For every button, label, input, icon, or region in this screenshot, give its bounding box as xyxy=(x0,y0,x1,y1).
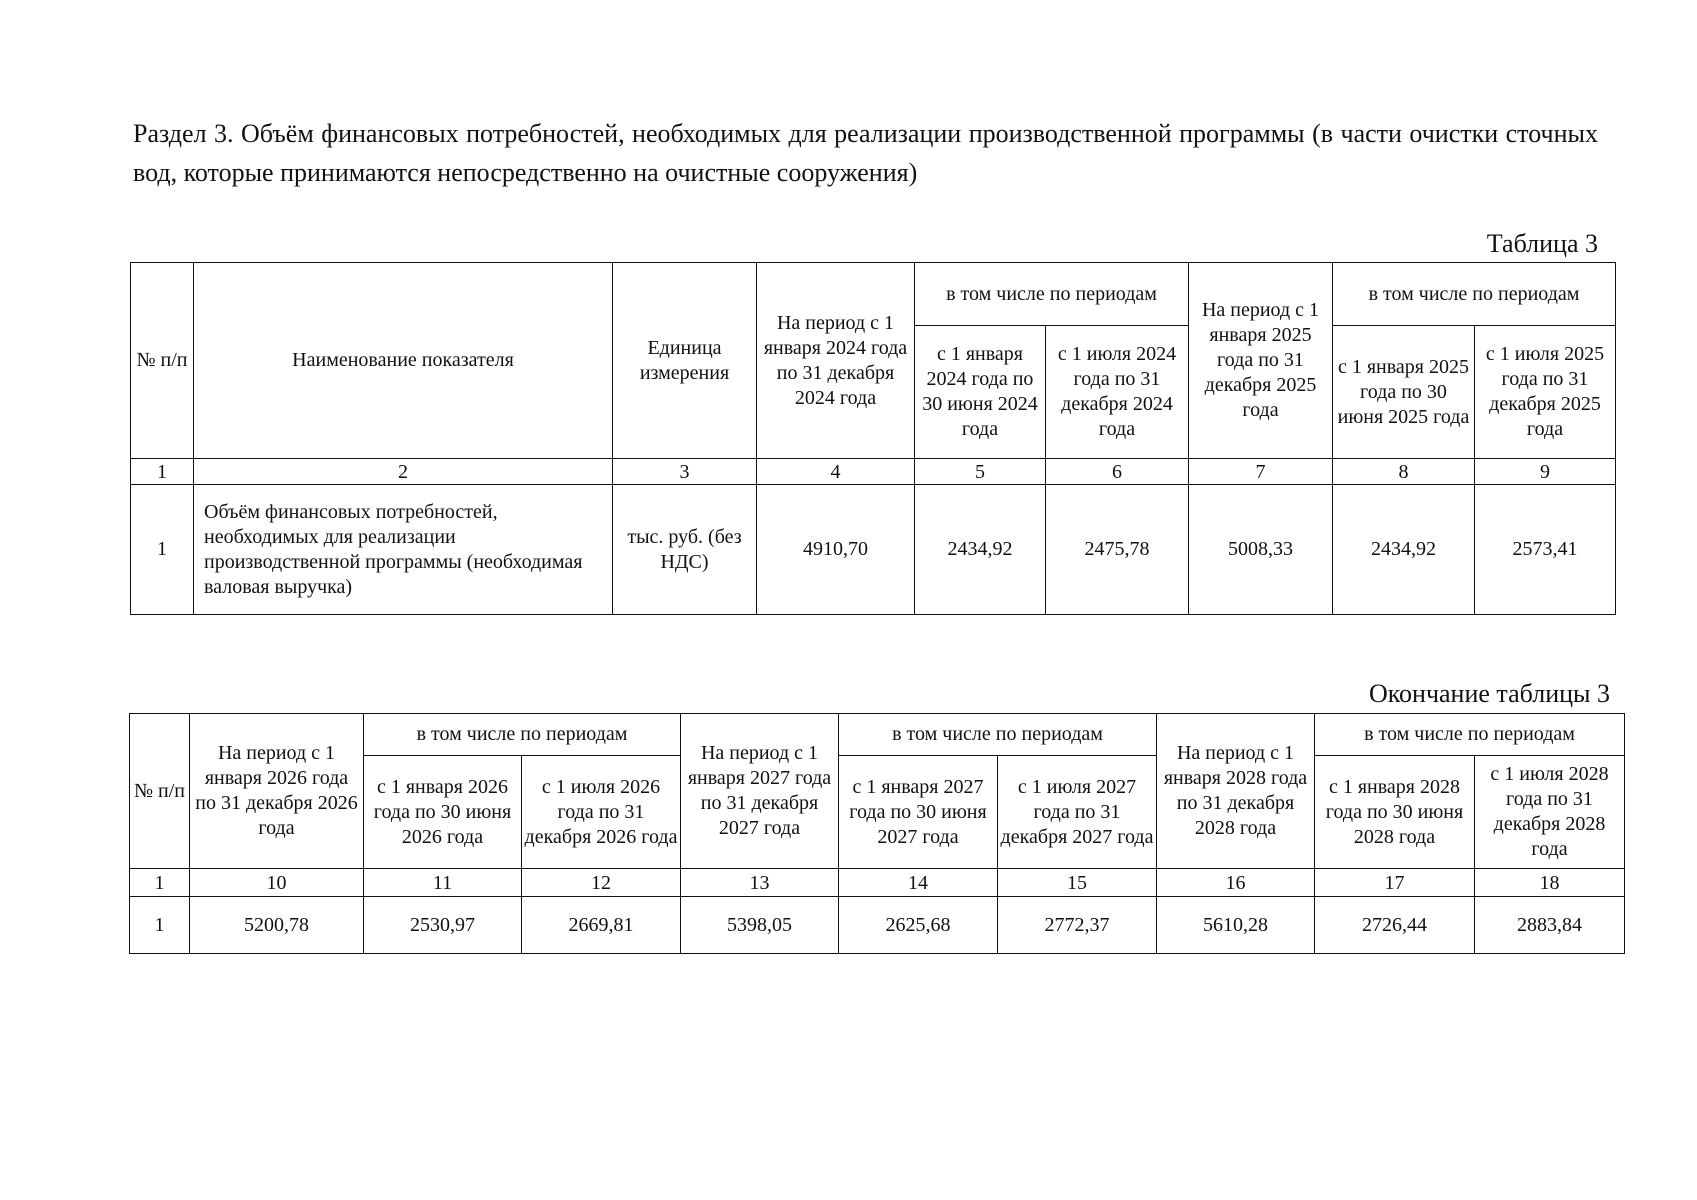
table-caption: Таблица 3 xyxy=(1486,229,1598,258)
column-number: 18 xyxy=(1475,869,1625,897)
header-2026-h2: с 1 июля 2026 года по 31 декабря 2026 года xyxy=(522,756,681,869)
header-2028-h1: с 1 января 2028 года по 30 июня 2028 года xyxy=(1315,756,1475,869)
row-num: 1 xyxy=(130,897,190,954)
column-number: 12 xyxy=(522,869,681,897)
table-row xyxy=(131,485,1616,615)
value-cell: 4910,70 xyxy=(757,485,915,615)
column-number: 4 xyxy=(757,459,915,485)
column-number: 13 xyxy=(681,869,839,897)
value-cell: 5610,28 xyxy=(1157,897,1315,954)
value-cell: 2883,84 xyxy=(1475,897,1625,954)
header-2024-h1: с 1 января 2024 года по 30 июня 2024 года xyxy=(915,326,1046,459)
header-including-periods: в том числе по периодам xyxy=(1315,714,1625,756)
header-including-periods: в том числе по периодам xyxy=(1333,263,1616,326)
header-2027-h1: с 1 января 2027 года по 30 июня 2027 года xyxy=(839,756,998,869)
value-cell: 2573,41 xyxy=(1475,485,1616,615)
indicator-name: Объём финансовых потребностей, необходимых для реализации производственной программы (необходимая валовая выручка) xyxy=(194,485,613,615)
header-2025-h2: с 1 июля 2025 года по 31 декабря 2025 года xyxy=(1475,326,1616,459)
header-2026-h1: с 1 января 2026 года по 30 июня 2026 года xyxy=(364,756,522,869)
column-number: 1 xyxy=(130,869,190,897)
table-row xyxy=(130,897,1625,954)
header-2027-h2: с 1 июля 2027 года по 31 декабря 2027 года xyxy=(998,756,1157,869)
row-num: 1 xyxy=(131,485,194,615)
unit-cell: тыс. руб. (без НДС) xyxy=(613,485,757,615)
column-number: 14 xyxy=(839,869,998,897)
header-name: Наименование показателя xyxy=(194,263,613,459)
header-2024-h2: с 1 июля 2024 года по 31 декабря 2024 года xyxy=(1046,326,1189,459)
column-number: 16 xyxy=(1157,869,1315,897)
financial-needs-table xyxy=(130,262,1616,615)
section-heading: Раздел 3. Объём финансовых потребностей, необходимых для реализации производственной программы (в части очистки сточных вод, которые принимаются непосредственно на очистные сооружения) xyxy=(133,119,1598,187)
header-num: № п/п xyxy=(131,263,194,459)
header-period-2025: На период с 1 января 2025 года по 31 декабря 2025 года xyxy=(1189,263,1333,459)
column-number: 1 xyxy=(131,459,194,485)
value-cell: 2434,92 xyxy=(1333,485,1475,615)
column-number: 3 xyxy=(613,459,757,485)
header-period-2026: На период с 1 января 2026 года по 31 декабря 2026 года xyxy=(190,714,364,869)
column-number: 17 xyxy=(1315,869,1475,897)
financial-needs-table-continued xyxy=(129,713,1625,954)
header-including-periods: в том числе по периодам xyxy=(915,263,1189,326)
column-number: 8 xyxy=(1333,459,1475,485)
header-unit: Единица измерения xyxy=(613,263,757,459)
value-cell: 2530,97 xyxy=(364,897,522,954)
column-number: 10 xyxy=(190,869,364,897)
header-period-2028: На период с 1 января 2028 года по 31 декабря 2028 года xyxy=(1157,714,1315,869)
header-period-2027: На период с 1 января 2027 года по 31 декабря 2027 года xyxy=(681,714,839,869)
value-cell: 2475,78 xyxy=(1046,485,1189,615)
value-cell: 5008,33 xyxy=(1189,485,1333,615)
column-number: 7 xyxy=(1189,459,1333,485)
value-cell: 5200,78 xyxy=(190,897,364,954)
value-cell: 5398,05 xyxy=(681,897,839,954)
header-2025-h1: с 1 января 2025 года по 30 июня 2025 года xyxy=(1333,326,1475,459)
header-period-2024: На период с 1 января 2024 года по 31 декабря 2024 года xyxy=(757,263,915,459)
header-including-periods: в том числе по периодам xyxy=(839,714,1157,756)
column-number: 15 xyxy=(998,869,1157,897)
header-num: № п/п xyxy=(130,714,190,869)
column-number: 2 xyxy=(194,459,613,485)
column-number: 9 xyxy=(1475,459,1616,485)
value-cell: 2726,44 xyxy=(1315,897,1475,954)
table-caption-continued: Окончание таблицы 3 xyxy=(1368,679,1610,708)
header-2028-h2: с 1 июля 2028 года по 31 декабря 2028 года xyxy=(1475,756,1625,869)
value-cell: 2772,37 xyxy=(998,897,1157,954)
header-including-periods: в том числе по периодам xyxy=(364,714,681,756)
column-number: 11 xyxy=(364,869,522,897)
column-number: 6 xyxy=(1046,459,1189,485)
value-cell: 2669,81 xyxy=(522,897,681,954)
value-cell: 2625,68 xyxy=(839,897,998,954)
value-cell: 2434,92 xyxy=(915,485,1046,615)
column-number: 5 xyxy=(915,459,1046,485)
